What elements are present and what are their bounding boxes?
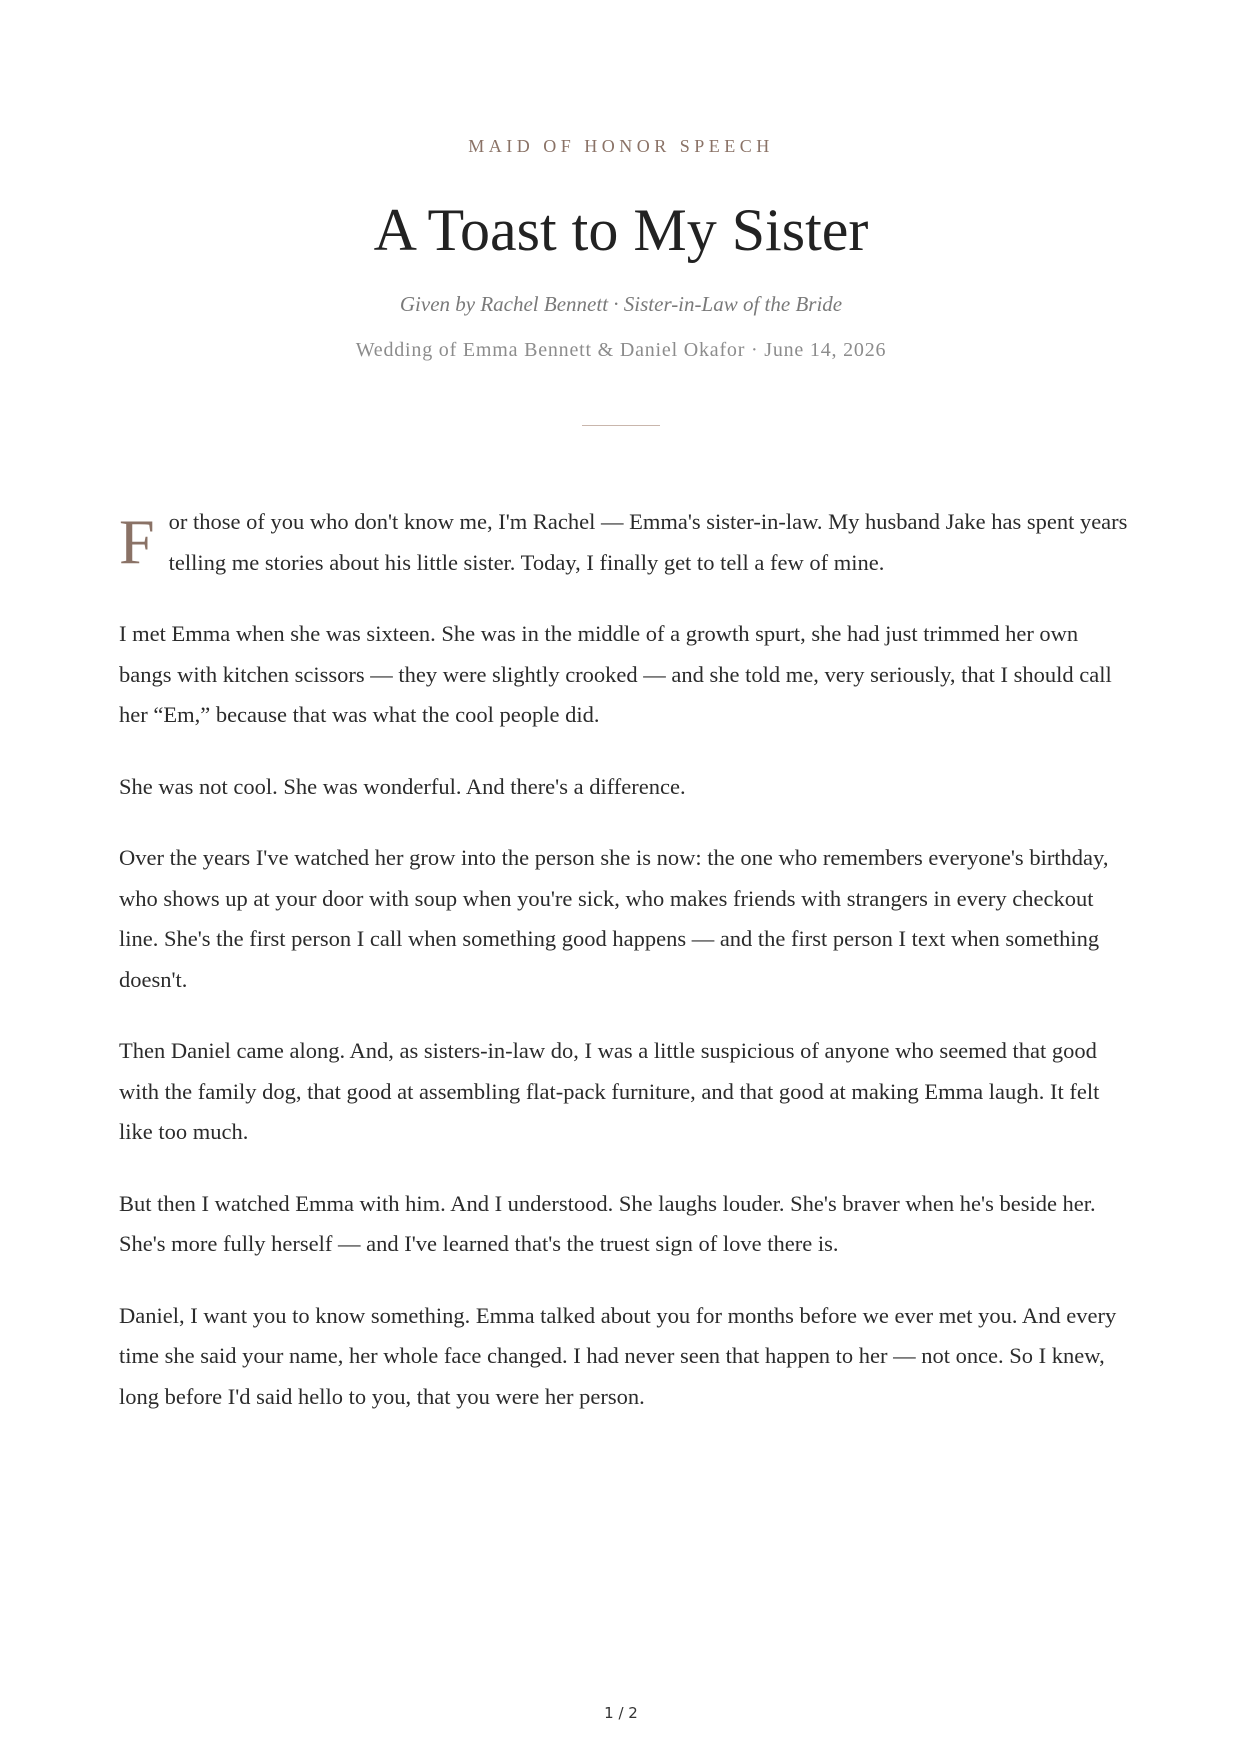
speech-paragraph: Then Daniel came along. And, as sisters-in-law do, I was a little suspicious of anyone who seemed that good with the family dog, that good at assembling flat-pack furniture, and that good at making Emma laugh. It felt like too much.	[119, 1038, 1100, 1144]
speech-paragraph: Over the years I've watched her grow into the person she is now: the one who remembers everyone's birthday, who shows up at your door with soup when you're sick, who makes friends with strangers in every checkout line. She's the first person I call when something good happens — and the first person I text when something doesn't.	[119, 845, 1109, 992]
speech-paragraph	[119, 502, 1129, 583]
drop-cap: F	[119, 506, 155, 577]
speech-paragraph: I met Emma when she was sixteen. She was in the middle of a growth spurt, she had just trimmed her own bangs with kitchen scissors — they were slightly crooked — and she told me, very seriously, that I should call her “Em,” because that was what the cool people did.	[119, 621, 1112, 727]
event-details: Wedding of Emma Bennett & Daniel Okafor · June 14, 2026	[355, 339, 887, 361]
page-number: 1 / 2	[604, 1704, 638, 1722]
document-eyebrow: MAID OF HONOR SPEECH	[468, 136, 774, 156]
speech-body	[119, 502, 1129, 1448]
speaker-byline: Given by Rachel Bennett · Sister-in-Law of the Bride	[399, 292, 843, 316]
speech-paragraph-text: or those of you who don't know me, I'm Rachel — Emma's sister-in-law. My husband Jake has spent years telling me stories about his little sister. Today, I finally get to tell a few of mine.	[168, 509, 1128, 575]
header-divider	[582, 425, 660, 426]
speech-paragraph: Daniel, I want you to know something. Emma talked about you for months before we ever met you. And every time she said your name, her whole face changed. I had never seen that happen to her — not once. So I knew, long before I'd said hello to you, that you were her person.	[119, 1302, 1117, 1409]
speech-paragraph: She was not cool. She was wonderful. And there's a difference.	[119, 773, 686, 799]
speech-paragraph: But then I watched Emma with him. And I understood. She laughs louder. She's braver when he's beside her. She's more fully herself — and I've learned that's the truest sign of love there is.	[119, 1190, 1096, 1256]
page-title: A Toast to My Sister	[373, 197, 869, 263]
